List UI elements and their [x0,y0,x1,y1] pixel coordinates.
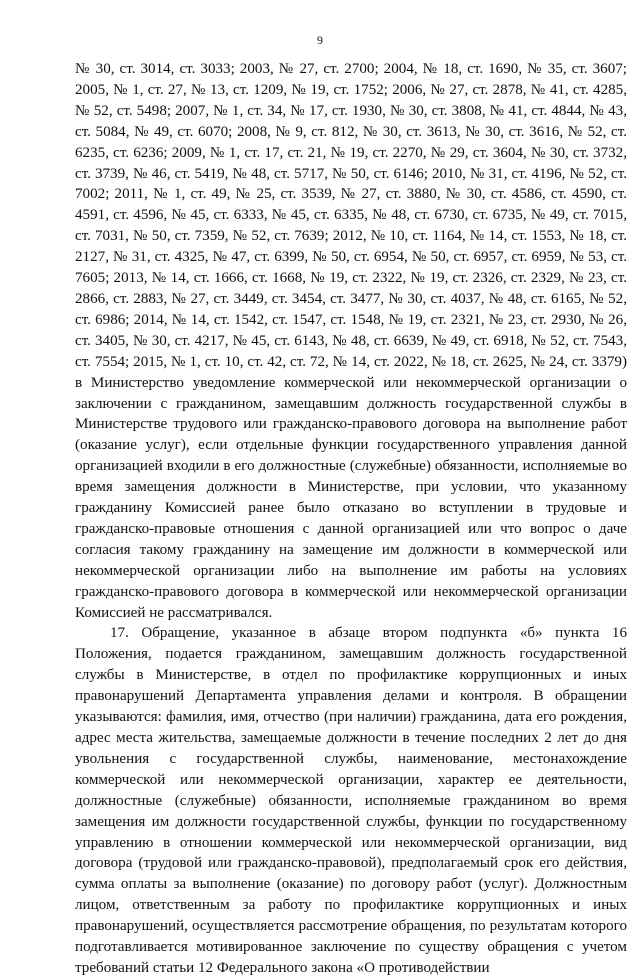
document-body [75,59,627,979]
paragraph-item-17: 17. Обращение, указанное в абзаце втором подпункта «б» пункта 16 Положения, подается гражданином, замещавшим должность государственной службы в Министерстве, в отдел по профилактике коррупционных и иных правонарушений Департамента управления делами и контроля. В обращении указываются: фамилия, имя, отчество (при наличии) гражданина, дата его рождения, адрес места жительства, замещаемые должности в течение последних 2 лет до дня увольнения с государственной службы, наименование, местонахождение коммерческой или некоммерческой организации, характер ее деятельности, должностные (служебные) обязанности, исполняемые гражданином во время замещения им должности государственной службы, функции по государственному управлению в отношении коммерческой или некоммерческой организации, вид договора (трудовой или гражданско-правовой), предполагаемый срок его действия, сумма оплаты за выполнение (оказание) по договору работ (услуг). Должностным лицом, ответственным за работу по профилактике коррупционных и иных правонарушений, осуществляется рассмотрение обращения, по результатам которого подготавливается мотивированное заключение по существу обращения с учетом требований статьи 12 Федерального закона «О противодействии [75,625,627,976]
page-number: 9 [317,33,323,47]
paragraph-continuation: № 30, ст. 3014, ст. 3033; 2003, № 27, ст. 2700; 2004, № 18, ст. 1690, № 35, ст. 3607; 2005, № 1, ст. 27, № 13, ст. 1209, № 19, ст. 1752; 2006, № 27, ст. 2878, № 41, ст. 4285, № 52, ст. 5498; 2007, № 1, ст. 34, № 17, ст. 1930, № 30, ст. 3808, № 41, ст. 4844, № 43, ст. 5084, № 49, ст. 6070; 2008, № 9, ст. 812, № 30, ст. 3613, № 30, ст. 3616, № 52, ст. 6235, ст. 6236; 2009, № 1, ст. 17, ст. 21, № 19, ст. 2270, № 29, ст. 3604, № 30, ст. 3732, ст. 3739, № 46, ст. 5419, № 48, ст. 5717, № 50, ст. 6146; 2010, № 31, ст. 4196, № 52, ст. 7002; 2011, № 1, ст. 49, № 25, ст. 3539, № 27, ст. 3880, № 30, ст. 4586, ст. 4590, ст. 4591, ст. 4596, № 45, ст. 6333, № 45, ст. 6335, № 48, ст. 6730, ст. 6735, № 49, ст. 7015, ст. 7031, № 50, ст. 7359, № 52, ст. 7639; 2012, № 10, ст. 1164, № 14, ст. 1553, № 18, ст. 2127, № 31, ст. 4325, № 47, ст. 6399, № 50, ст. 6954, № 50, ст. 6957, ст. 6959, № 53, ст. 7605; 2013, № 14, ст. 1666, ст. 1668, № 19, ст. 2322, № 19, ст. 2326, ст. 2329, № 23, ст. 2866, ст. 2883, № 27, ст. 3449, ст. 3454, ст. 3477, № 30, ст. 4037, № 48, ст. 6165, № 52, ст. 6986; 2014, № 14, ст. 1542, ст. 1547, ст. 1548, № 19, ст. 2321, № 23, ст. 2930, № 26, ст. 3405, № 30, ст. 4217, № 45, ст. 6143, № 48, ст. 6639, № 49, ст. 6918, № 52, ст. 7543, ст. 7554; 2015, № 1, ст. 10, ст. 42, ст. 72, № 14, ст. 2022, № 18, ст. 2625, № 24, ст. 3379) в Министерство уведомление коммерческой или некоммерческой организации о заключении с гражданином, замещавшим должность государственной службы в Министерстве трудового или гражданско-правового договора на выполнение работ (оказание услуг), если отдельные функции государственного управления данной организацией входили в его должностные (служебные) обязанности, исполняемые во время замещения должности в Министерстве, при условии, что указанному гражданину Комиссией ранее было отказано во вступлении в трудовые и гражданско-правовые отношения с данной организацией или что вопрос о даче согласия такому гражданину на замещение им должности в коммерческой или некоммерческой организации либо на выполнение им работы на условиях гражданско-правового договора в коммерческой или некоммерческой организации Комиссией не рассматривался. [75,61,627,621]
